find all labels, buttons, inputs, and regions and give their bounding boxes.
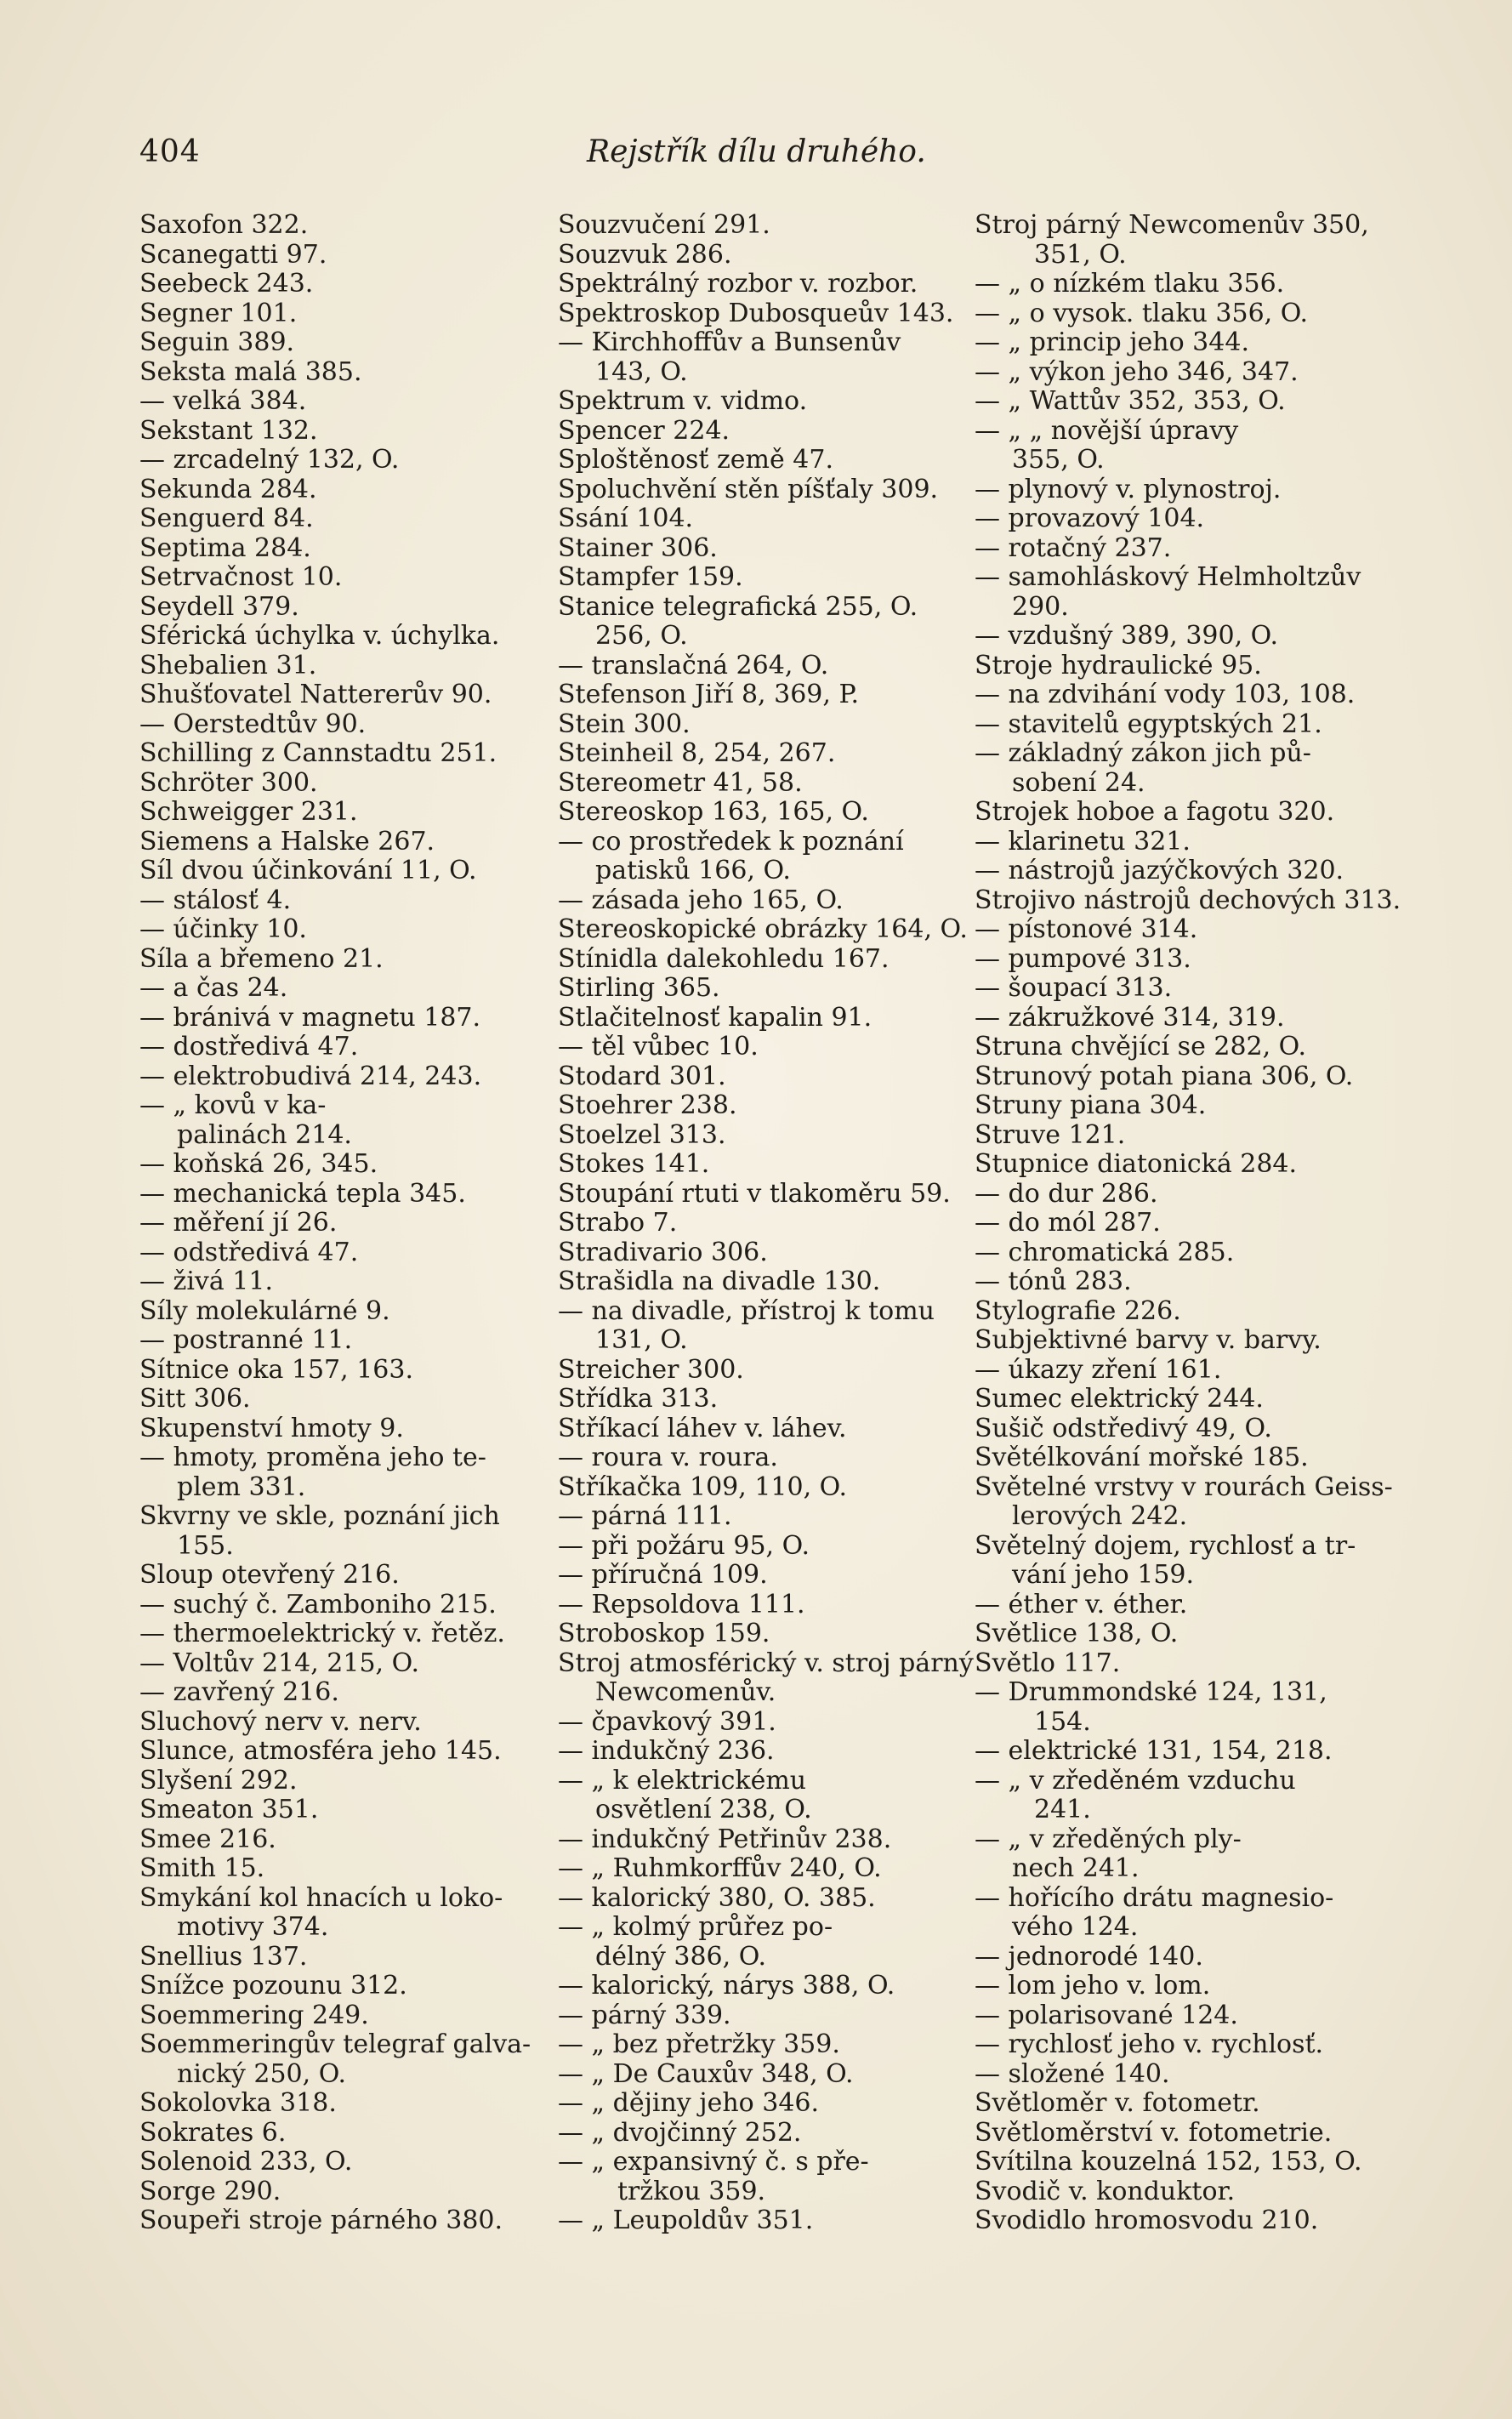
- page-title: Rejstřík dílu druhého.: [587, 134, 926, 169]
- index-entry: 256, O.: [595, 621, 688, 651]
- index-entry: — translačná 264, O.: [558, 650, 829, 680]
- index-entry: Stupnice diatonická 284.: [975, 1149, 1298, 1179]
- index-entry: sobení 24.: [1012, 767, 1145, 798]
- index-entry: Světélkování mořské 185.: [975, 1443, 1309, 1472]
- index-entry: — plynový v. plynostroj.: [975, 474, 1282, 504]
- index-entry: — „ De Cauxův 348, O.: [558, 2058, 854, 2089]
- index-entry: Stefenson Jiří 8, 369, P.: [558, 680, 860, 709]
- index-entry: — zrcadelný 132, O.: [139, 445, 400, 475]
- index-entry: — „ kovů v ka-: [139, 1090, 327, 1120]
- index-entry: Stereoskop 163, 165, O.: [558, 797, 869, 827]
- index-entry: Smeaton 351.: [139, 1795, 319, 1824]
- index-entry: — elektrické 131, 154, 218.: [975, 1736, 1333, 1766]
- index-entry: Spektrum v. vidmo.: [558, 386, 808, 416]
- index-entry: — chromatická 285.: [975, 1237, 1235, 1267]
- index-entry: 131, O.: [595, 1325, 688, 1355]
- index-entry: Newcomenův.: [595, 1677, 776, 1707]
- index-entry: Souzvuk 286.: [558, 239, 732, 270]
- index-entry: — kalorický 380, O. 385.: [558, 1882, 876, 1913]
- index-entry: — suchý č. Zamboniho 215.: [139, 1589, 497, 1619]
- index-entry: Spektroskop Dubosqueův 143.: [558, 298, 954, 328]
- index-entry: Svodič v. konduktor.: [975, 2176, 1236, 2206]
- index-entry: vání jeho 159.: [1012, 1560, 1195, 1590]
- index-entry: Soemmering 249.: [139, 2000, 369, 2030]
- index-entry: Spoluchvění stěn píšťaly 309.: [558, 474, 939, 504]
- index-entry: Strabo 7.: [558, 1208, 678, 1238]
- index-entry: — zákružkové 314, 319.: [975, 1002, 1285, 1033]
- index-entry: — úkazy zření 161.: [975, 1354, 1222, 1385]
- index-entry: Síly molekulárné 9.: [139, 1295, 390, 1326]
- index-entry: lerových 242.: [1012, 1501, 1188, 1531]
- index-entry: Strašidla na divadle 130.: [558, 1266, 881, 1296]
- index-entry: — indukčný 236.: [558, 1736, 775, 1766]
- index-entry: — provazový 104.: [975, 504, 1205, 533]
- index-entry: Svítilna kouzelná 152, 153, O.: [975, 2147, 1362, 2177]
- index-entry: — „ Wattův 352, 353, O.: [975, 386, 1286, 416]
- index-entry: osvětlení 238, O.: [595, 1795, 812, 1824]
- index-entry: Ssání 104.: [558, 504, 694, 533]
- index-entry: délný 386, O.: [595, 1941, 767, 1972]
- index-entry: Seydell 379.: [139, 591, 299, 622]
- index-entry: Stroje hydraulické 95.: [975, 650, 1262, 680]
- index-entry: — polarisované 124.: [975, 2000, 1238, 2030]
- index-entry: Septima 284.: [139, 532, 311, 563]
- index-entry: — a čas 24.: [139, 973, 288, 1003]
- index-entry: Scanegatti 97.: [139, 239, 327, 270]
- index-entry: — „ o nízkém tlaku 356.: [975, 269, 1285, 299]
- index-entry: Stereoskopické obrázky 164, O.: [558, 914, 968, 944]
- index-entry: Stříkačka 109, 110, O.: [558, 1471, 848, 1502]
- index-entry: 154.: [1034, 1706, 1091, 1737]
- index-entry: — párný 339.: [558, 2000, 731, 2030]
- index-column-3: [975, 210, 1401, 2236]
- index-entry: — „ k elektrickému: [558, 1765, 807, 1796]
- index-entry: Strojivo nástrojů dechových 313.: [975, 885, 1401, 915]
- index-entry: Snellius 137.: [139, 1941, 308, 1972]
- index-column-1: [139, 211, 539, 2236]
- index-entry: Senguerd 84.: [139, 504, 314, 533]
- index-entry: Sitt 306.: [139, 1384, 251, 1414]
- index-entry: 355, O.: [1012, 445, 1105, 475]
- index-entry: Skupenství hmoty 9.: [139, 1413, 404, 1443]
- index-entry: Stanice telegrafická 255, O.: [558, 591, 918, 622]
- index-entry: — při požáru 95, O.: [558, 1530, 810, 1561]
- index-entry: Solenoid 233, O.: [139, 2147, 353, 2177]
- index-entry: — bránivá v magnetu 187.: [139, 1002, 481, 1033]
- index-entry: — základný zákon jich pů-: [975, 738, 1311, 768]
- index-entry: Stradivario 306.: [558, 1237, 768, 1267]
- index-entry: Spencer 224.: [558, 415, 730, 446]
- index-entry: Střídka 313.: [558, 1384, 719, 1414]
- index-entry: — éther v. éther.: [975, 1589, 1188, 1619]
- index-entry: 290.: [1012, 591, 1069, 622]
- index-entry: — klarinetu 321.: [975, 826, 1191, 857]
- index-entry: Soemmeringův telegraf galva-: [139, 2029, 531, 2059]
- index-entry: Sluchový nerv v. nerv.: [139, 1706, 422, 1737]
- index-entry: — Oerstedtův 90.: [139, 709, 367, 739]
- index-entry: — „ výkon jeho 346, 347.: [975, 356, 1299, 387]
- index-entry: vého 124.: [1012, 1912, 1139, 1942]
- index-entry: Sploštěnosť země 47.: [558, 445, 833, 475]
- index-entry: 155.: [177, 1530, 234, 1561]
- index-entry: — příručná 109.: [558, 1560, 768, 1590]
- index-entry: Shebalien 31.: [139, 650, 317, 680]
- index-entry: — postranné 11.: [139, 1325, 353, 1355]
- index-entry: Sorge 290.: [139, 2176, 281, 2206]
- index-entry: Sokrates 6.: [139, 2117, 287, 2148]
- index-entry: Sušič odstředivý 49, O.: [975, 1413, 1272, 1443]
- index-entry: Strunový potah piana 306, O.: [975, 1061, 1354, 1091]
- index-entry: — Drummondské 124, 131,: [975, 1677, 1327, 1707]
- index-entry: Stampfer 159.: [558, 562, 743, 592]
- index-entry: — měření jí 26.: [139, 1208, 338, 1238]
- index-entry: — tónů 283.: [975, 1266, 1132, 1296]
- index-entry: Stoelzel 313.: [558, 1119, 726, 1150]
- index-entry: Slunce, atmosféra jeho 145.: [139, 1736, 502, 1766]
- index-entry: Síla a břemeno 21.: [139, 943, 384, 974]
- index-entry: — hořícího drátu magnesio-: [975, 1882, 1334, 1913]
- index-entry: Skvrny ve skle, poznání jich: [139, 1501, 500, 1531]
- index-entry: — do mól 287.: [975, 1208, 1161, 1238]
- index-entry: — thermoelektrický v. řetěz.: [139, 1619, 505, 1648]
- index-entry: — indukčný Petřinův 238.: [558, 1824, 892, 1854]
- index-entry: Stodard 301.: [558, 1061, 726, 1091]
- index-entry: Stainer 306.: [558, 532, 718, 563]
- index-entry: — na zdvihání vody 103, 108.: [975, 680, 1356, 709]
- index-entry: — hmoty, proměna jeho te-: [139, 1443, 486, 1472]
- index-entry: Světelné vrstvy v rourách Geiss-: [975, 1471, 1393, 1502]
- index-entry: Strojek hoboe a fagotu 320.: [975, 797, 1335, 827]
- index-entry: — do dur 286.: [975, 1178, 1158, 1209]
- index-entry: — stavitelů egyptských 21.: [975, 709, 1322, 739]
- index-entry: Shušťovatel Nattererův 90.: [139, 680, 492, 709]
- index-column-2: [558, 210, 974, 2236]
- index-entry: — „ v zředěném vzduchu: [975, 1765, 1296, 1796]
- index-entry: Sítnice oka 157, 163.: [139, 1354, 414, 1385]
- index-entry: Stlačitelnosť kapalin 91.: [558, 1002, 873, 1033]
- index-entry: Stroj atmosférický v. stroj párný: [558, 1648, 974, 1678]
- index-entry: Seksta malá 385.: [139, 356, 362, 387]
- index-entry: Subjektivné barvy v. barvy.: [975, 1325, 1322, 1355]
- index-entry: — stálosť 4.: [139, 885, 292, 915]
- index-entry: Stínidla dalekohledu 167.: [558, 943, 890, 974]
- index-entry: 351, O.: [1034, 239, 1127, 270]
- index-entry: Stein 300.: [558, 709, 691, 739]
- index-entry: — „ Ruhmkorffův 240, O.: [558, 1853, 882, 1883]
- index-entry: Streicher 300.: [558, 1354, 744, 1385]
- index-entry: — „ dvojčinný 252.: [558, 2117, 802, 2148]
- index-entry: plem 331.: [177, 1471, 306, 1502]
- index-entry: Stylografie 226.: [975, 1295, 1181, 1326]
- index-entry: — rotačný 237.: [975, 532, 1172, 563]
- index-entry: Sloup otevřený 216.: [139, 1560, 400, 1590]
- index-entry: Světloměr v. fotometr.: [975, 2088, 1260, 2118]
- index-entry: Siemens a Halske 267.: [139, 826, 435, 857]
- index-entry: patisků 166, O.: [595, 856, 791, 885]
- index-entry: — lom jeho v. lom.: [975, 1971, 1211, 2001]
- index-entry: Spektrálný rozbor v. rozbor.: [558, 269, 918, 299]
- index-entry: — velká 384.: [139, 386, 307, 416]
- index-entry: Seebeck 243.: [139, 269, 314, 299]
- index-entry: 241.: [1034, 1795, 1091, 1824]
- index-entry: motivy 374.: [177, 1912, 329, 1942]
- index-entry: — složené 140.: [975, 2058, 1170, 2089]
- index-entry: Smykání kol hnacích u loko-: [139, 1882, 503, 1913]
- index-entry: Stereometr 41, 58.: [558, 767, 803, 798]
- index-entry: — jednorodé 140.: [975, 1941, 1203, 1972]
- index-entry: — „ bez přetržky 359.: [558, 2029, 840, 2059]
- index-entry: Smith 15.: [139, 1853, 265, 1883]
- index-entry: — čpavkový 391.: [558, 1706, 776, 1737]
- index-entry: — mechanická tepla 345.: [139, 1178, 466, 1209]
- index-entry: — „ v zředěných ply-: [975, 1824, 1242, 1854]
- index-entry: — odstředivá 47.: [139, 1237, 359, 1267]
- index-entry: — co prostředek k poznání: [558, 826, 904, 857]
- index-entry: Soupeři stroje párného 380.: [139, 2206, 503, 2235]
- index-entry: Schilling z Cannstadtu 251.: [139, 738, 497, 768]
- index-entry: Snížce pozounu 312.: [139, 1971, 407, 2001]
- index-entry: — párná 111.: [558, 1501, 732, 1531]
- index-entry: — vzdušný 389, 390, O.: [975, 621, 1279, 651]
- index-entry: — zavřený 216.: [139, 1677, 339, 1707]
- index-entry: — samohláskový Helmholtzův: [975, 562, 1361, 592]
- index-entry: — těl vůbec 10.: [558, 1032, 759, 1062]
- index-entry: — roura v. roura.: [558, 1443, 778, 1472]
- index-entry: Sekstant 132.: [139, 415, 318, 446]
- index-entry: Stoupání rtuti v tlakoměru 59.: [558, 1178, 951, 1209]
- index-entry: — kalorický, nárys 388, O.: [558, 1971, 895, 2001]
- index-entry: — Repsoldova 111.: [558, 1589, 805, 1619]
- index-entry: — „ dějiny jeho 346.: [558, 2088, 820, 2118]
- index-entry: Setrvačnost 10.: [139, 562, 343, 592]
- index-entry: — dostředivá 47.: [139, 1032, 359, 1062]
- index-entry: — nástrojů jazýčkových 320.: [975, 856, 1344, 885]
- index-entry: Stroj párný Newcomenův 350,: [975, 210, 1369, 240]
- index-entry: — živá 11.: [139, 1266, 274, 1296]
- index-entry: nech 241.: [1012, 1853, 1140, 1883]
- index-entry: — „ kolmý průřez po-: [558, 1912, 833, 1942]
- index-entry: — „ Leupoldův 351.: [558, 2206, 814, 2235]
- index-entry: Sumec elektrický 244.: [975, 1384, 1264, 1414]
- index-entry: Stirling 365.: [558, 973, 720, 1003]
- index-entry: palinách 214.: [177, 1119, 352, 1150]
- index-entry: Světlo 117.: [975, 1648, 1121, 1678]
- index-entry: 143, O.: [595, 356, 688, 387]
- index-entry: Stroboskop 159.: [558, 1619, 770, 1648]
- index-entry: Smee 216.: [139, 1824, 276, 1854]
- index-entry: — elektrobudivá 214, 243.: [139, 1061, 482, 1091]
- index-entry: — „ o vysok. tlaku 356, O.: [975, 298, 1309, 328]
- index-entry: Světloměrství v. fotometrie.: [975, 2117, 1333, 2148]
- index-entry: — zásada jeho 165, O.: [558, 885, 844, 915]
- page-number: 404: [139, 134, 201, 169]
- index-entry: Struve 121.: [975, 1119, 1126, 1150]
- index-entry: Struny piana 304.: [975, 1090, 1207, 1120]
- index-entry: — Kirchhoffův a Bunsenův: [558, 327, 901, 357]
- index-entry: Světelný dojem, rychlosť a tr-: [975, 1530, 1356, 1561]
- index-entry: Schröter 300.: [139, 767, 318, 798]
- index-entry: Sokolovka 318.: [139, 2088, 337, 2118]
- index-entry: nický 250, O.: [177, 2058, 347, 2089]
- index-entry: Stokes 141.: [558, 1149, 710, 1179]
- index-entry: — účinky 10.: [139, 914, 307, 944]
- index-entry: — „ princip jeho 344.: [975, 327, 1249, 357]
- index-entry: Světlice 138, O.: [975, 1619, 1179, 1648]
- index-entry: Svodidlo hromosvodu 210.: [975, 2206, 1319, 2235]
- index-entry: Slyšení 292.: [139, 1765, 298, 1796]
- index-entry: tržkou 359.: [617, 2176, 766, 2206]
- index-entry: Stoehrer 238.: [558, 1090, 737, 1120]
- index-entry: Souzvučení 291.: [558, 210, 770, 240]
- index-entry: Schweigger 231.: [139, 797, 358, 827]
- index-entry: Struna chvějící se 282, O.: [975, 1032, 1307, 1062]
- index-entry: Steinheil 8, 254, 267.: [558, 738, 836, 768]
- index-entry: — Voltův 214, 215, O.: [139, 1648, 420, 1678]
- index-entry: — rychlosť jeho v. rychlosť.: [975, 2029, 1324, 2059]
- index-entry: Segner 101.: [139, 298, 298, 328]
- index-entry: — „ expansivný č. s pře-: [558, 2147, 869, 2177]
- index-entry: Sekunda 284.: [139, 474, 317, 504]
- index-entry: Seguin 389.: [139, 327, 295, 357]
- index-entry: — na divadle, přístroj k tomu: [558, 1295, 935, 1326]
- index-entry: — „ „ novější úpravy: [975, 415, 1239, 446]
- index-entry: — šoupací 313.: [975, 973, 1173, 1003]
- index-entry: — koňská 26, 345.: [139, 1149, 378, 1179]
- index-entry: Sférická úchylka v. úchylka.: [139, 621, 500, 651]
- index-entry: Stříkací láhev v. láhev.: [558, 1413, 847, 1443]
- index-entry: Síl dvou účinkování 11, O.: [139, 856, 477, 885]
- index-entry: — pumpové 313.: [975, 943, 1191, 974]
- index-entry: Saxofon 322.: [139, 210, 309, 240]
- index-entry: — pístonové 314.: [975, 914, 1198, 944]
